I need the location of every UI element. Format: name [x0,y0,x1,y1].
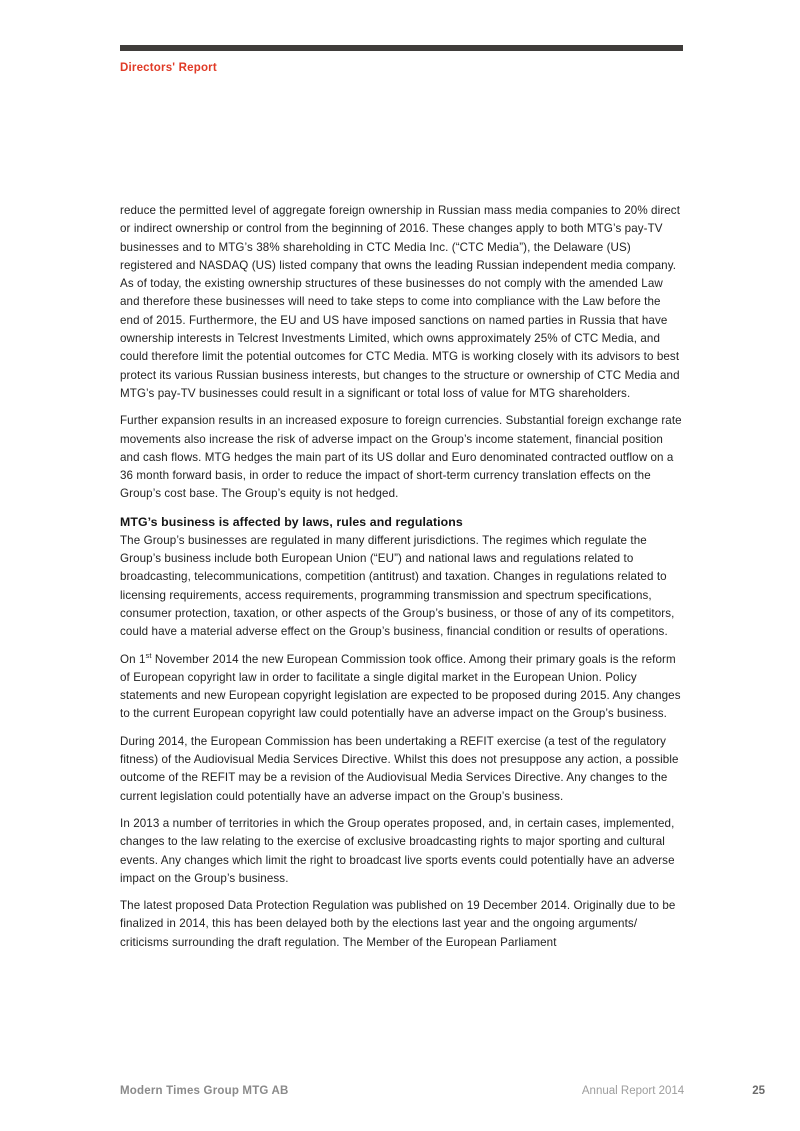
paragraph-regulated-jurisdictions: The Group’s businesses are regulated in many different jurisdictions. The regimes which regulate the Group’s business include both European Union (“EU”) and national laws and regulations related to broadcasting, telecommunications, competition (antitrust) and taxation. Changes in regulations related to licensing requirements, access requirements, programming transmission and spectrum specifications, consumer protection, taxation, or other aspects of the Group’s business, or those of any of its competitors, could have a material adverse effect on the Group’s business, financial condition or results of operations. [120,533,675,639]
paragraph-european-commission-prefix: On 1 [120,652,146,666]
page-footer [120,1085,765,1097]
section-heading-laws-regulations: MTG’s business is affected by laws, rules and regulations [120,514,463,529]
paragraph-data-protection: The latest proposed Data Protection Regulation was published on 19 December 2014. Originally due to be finalized in 2014, this has been delayed both by the elections last year and the ongoing arguments/ criticisms surrounding the draft regulation. The Member of the European Parliament [120,899,676,949]
header-rule [120,45,683,51]
ordinal-superscript: st [145,650,152,660]
footer-report-title: Annual Report 2014 [581,1085,685,1097]
paragraph-foreign-ownership: reduce the permitted level of aggregate foreign ownership in Russian mass media companies to 20% direct or indirect ownership or control from the beginning of 2016. These changes apply to both MTG’s pay-TV businesses and to MTG’s 38% shareholding in CTC Media Inc. (“CTC Media”), the Delaware (US) registered and NASDAQ (US) listed company that owns the leading Russian independent media company. As of today, the existing ownership structures of these businesses do not comply with the amended Law and therefore these businesses will need to take steps to come into compliance with the Law before the end of 2015. Furthermore, the EU and US have imposed sanctions on named parties in Russia that have ownership interests in Telcrest Investments Limited, which owns approximately 25% of CTC Media, and could therefore limit the potential outcomes for CTC Media. MTG is working closely with its advisors to best protect its various Russian business interests, but changes to the structure or ownership of CTC Media and MTG’s pay-TV businesses could result in a significant or total loss of value for MTG shareholders. [120,204,681,400]
paragraph-european-commission [120,651,683,724]
section-title: Directors' Report [120,62,217,74]
paragraph-broadcasting-rights: In 2013 a number of territories in which the Group operates proposed, and, in certain cases, implemented, changes to the law relating to the exercise of exclusive broadcasting rights to major sporting and cultural events. Any changes which limit the right to broadcast live sports events could potentially have an adverse impact on the Group’s business. [120,816,675,885]
footer-page-number: 25 [752,1085,765,1097]
paragraph-european-commission-rest: November 2014 the new European Commission took office. Among their primary goals is the reform of European copyright law in order to facilitate a single digital market in the European Union. Policy statements and new European copyright legislation are expected to be proposed during 2015. Any changes to the current European copyright law could potentially have an adverse impact on the Group’s business. [120,652,681,721]
footer-company-name: Modern Times Group MTG AB [120,1085,289,1097]
footer-right-group [582,1085,765,1097]
paragraph-refit-exercise: During 2014, the European Commission has been undertaking a REFIT exercise (a test of the regulatory fitness) of the Audiovisual Media Services Directive. Whilst this does not presuppose any action, a possible outcome of the REFIT may be a revision of the Audiovisual Media Services Directive. Any changes to the current legislation could potentially have an adverse impact on the Group’s business. [120,734,679,803]
paragraph-currency-exposure: Further expansion results in an increased exposure to foreign currencies. Substantial foreign exchange rate movements also increase the risk of adverse impact on the Group’s income statement, financial position and cash flows. MTG hedges the main part of its US dollar and Euro denominated contracted outflow on a 36 month forward basis, in order to reduce the impact of short-term currency translation effects on the Group’s cost base. The Group’s equity is not hedged. [120,414,682,501]
body-content [120,202,683,961]
